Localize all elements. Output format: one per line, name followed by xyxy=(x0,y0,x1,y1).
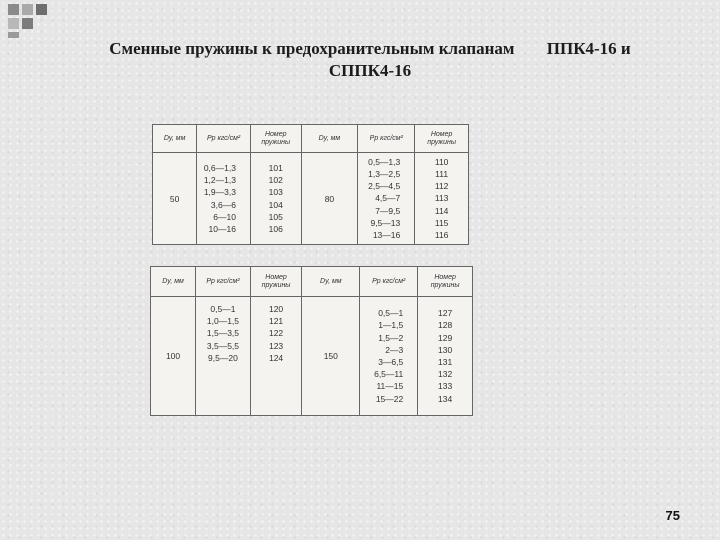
spring-number: 113 xyxy=(434,193,449,204)
spring-number: 121 xyxy=(268,316,284,327)
spring-number: 115 xyxy=(434,217,449,228)
spring-number: 114 xyxy=(434,205,449,216)
header-dn: Dу, мм xyxy=(301,125,358,153)
pressure-range: 9,5—13 xyxy=(370,217,401,228)
header-spring-number: Номер пружины xyxy=(250,125,301,153)
header-pressure: Pр кгс/см² xyxy=(358,125,415,153)
pressure-range: 1,2—1,3 xyxy=(203,175,236,186)
pressure-range: 0,6—1,3 xyxy=(203,162,236,173)
spring-table-2 xyxy=(150,266,473,416)
spring-number: 127 xyxy=(438,308,453,319)
spring-number: 132 xyxy=(438,369,453,380)
pressure-range: 15—22 xyxy=(375,393,404,404)
spring-list xyxy=(250,297,302,416)
spring-number: 111 xyxy=(435,168,449,179)
pressure-range: 7—9,5 xyxy=(375,205,401,216)
spring-list xyxy=(418,297,473,416)
spring-number: 106 xyxy=(268,223,283,234)
pressure-range: 0,5—1 xyxy=(210,304,236,314)
pressure-range: 1,9—3,3 xyxy=(203,187,236,198)
spring-number: 105 xyxy=(268,211,283,222)
spring-number: 130 xyxy=(438,344,453,355)
pressure-range: 0,5—1 xyxy=(378,308,404,319)
spring-number: 110 xyxy=(434,156,449,167)
spring-list xyxy=(250,153,301,245)
spring-number: 123 xyxy=(268,340,284,351)
spring-number: 128 xyxy=(438,320,453,331)
pressure-range: 6—10 xyxy=(213,211,236,222)
spring-number: 116 xyxy=(434,230,449,240)
spring-number: 103 xyxy=(268,187,283,198)
pressure-range: 10—16 xyxy=(208,223,236,234)
pressure-range: 3,6—6 xyxy=(210,199,236,210)
pressure-list xyxy=(360,297,418,416)
header-dn: Dу, мм xyxy=(153,125,197,153)
pressure-list xyxy=(196,297,251,416)
header-spring-number: Номер пружины xyxy=(250,267,302,297)
pressure-list xyxy=(197,153,251,245)
title-main: Сменные пружины к предохранительным клапанам xyxy=(109,39,515,58)
header-pressure: Pр кгс/см² xyxy=(360,267,418,297)
spring-number: 112 xyxy=(434,181,449,192)
header-pressure: Pр кгс/см² xyxy=(197,125,251,153)
pressure-list xyxy=(358,153,415,245)
pressure-range: 6,5—11 xyxy=(374,369,404,380)
spring-number: 134 xyxy=(438,393,453,404)
pressure-range: 1—1,5 xyxy=(378,320,404,331)
spring-number: 104 xyxy=(268,199,283,210)
pressure-range: 9,5—20 xyxy=(208,352,238,363)
slide-title xyxy=(40,38,700,82)
pressure-range: 0,5—1,3 xyxy=(368,156,401,167)
pressure-range: 13—16 xyxy=(372,230,401,240)
dn-cell: 150 xyxy=(302,297,360,416)
header-spring-number: Номер пружины xyxy=(418,267,473,297)
pressure-range: 11—15 xyxy=(376,381,404,392)
spring-number: 101 xyxy=(268,162,283,173)
spring-number: 131 xyxy=(438,357,453,367)
title-suffix: ППК4-16 и xyxy=(546,39,631,58)
pressure-range: 1,0—1,5 xyxy=(206,316,240,327)
pressure-range: 1,3—2,5 xyxy=(368,168,401,179)
pressure-range: 2—3 xyxy=(385,344,404,355)
pressure-range: 3—6,5 xyxy=(378,357,404,367)
spring-number: 124 xyxy=(268,352,284,363)
dn-cell: 80 xyxy=(301,153,358,245)
pressure-range: 4,5—7 xyxy=(375,193,401,204)
pressure-range: 2,5—4,5 xyxy=(368,181,401,192)
corner-decoration xyxy=(0,0,60,40)
header-spring-number: Номер пружины xyxy=(415,125,469,153)
title-line-2: СППК4-16 xyxy=(328,61,412,80)
dn-cell: 100 xyxy=(151,297,196,416)
pressure-range: 1,5—2 xyxy=(378,332,404,343)
header-dn: Dу, мм xyxy=(151,267,196,297)
spring-number: 129 xyxy=(438,332,453,343)
header-pressure: Pр кгс/см² xyxy=(196,267,251,297)
spring-number: 122 xyxy=(268,328,284,339)
spring-number: 133 xyxy=(438,381,453,392)
dn-cell: 50 xyxy=(153,153,197,245)
spring-table-1 xyxy=(152,124,469,245)
header-dn: Dу, мм xyxy=(302,267,360,297)
page-number: 75 xyxy=(665,508,680,523)
pressure-range: 3,5—5,5 xyxy=(206,340,240,351)
spring-number: 102 xyxy=(268,175,283,186)
pressure-range: 1,5—3,5 xyxy=(206,328,240,339)
spring-number: 120 xyxy=(268,304,284,314)
spring-list xyxy=(415,153,469,245)
